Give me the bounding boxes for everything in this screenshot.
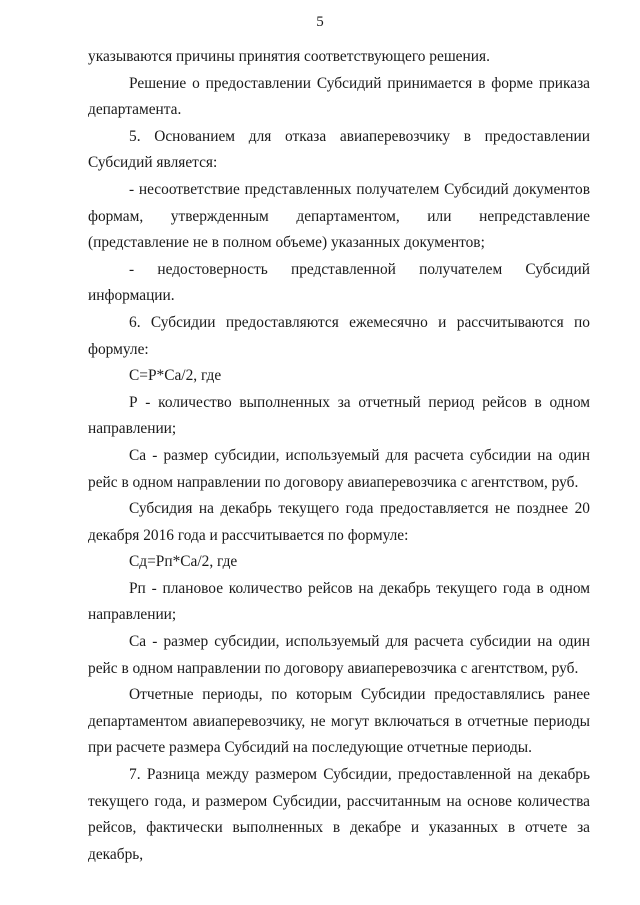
paragraph-grounds-item-mismatch: - несоответствие представленных получателем Субсидий документов формам, утвержденным департаментом, или непредставление (представление не в полном объеме) указанных документов;	[88, 180, 590, 252]
paragraph-december-subsidy: Субсидия на декабрь текущего года предоставляется не позднее 20 декабря 2016 года и рассчитывается по формуле:	[88, 500, 590, 544]
formula-definition-rp: Рп - плановое количество рейсов на декабрь текущего года в одном направлении;	[88, 579, 590, 624]
paragraph-difference: 7. Разница между размером Субсидии, предоставленной на декабрь текущего года, и размером Субсидии, рассчитанным на основе количества рейсов, фактически выполненных в декабре и указанных в отчете за декабрь,	[88, 766, 590, 863]
paragraph-grounds-item-unreliable: - недостоверность представленной получателем Субсидий информации.	[88, 260, 590, 305]
paragraph-subsidy-monthly: 6. Субсидии предоставляются ежемесячно и рассчитываются по формуле:	[88, 313, 590, 358]
paragraph-reasons-continuation: указываются причины принятия соответствующего решения.	[88, 48, 490, 65]
formula-definition-ca-december: Са - размер субсидии, используемый для расчета субсидии на один рейс в одном направлении по договору авиаперевозчика с агентством, руб.	[88, 633, 590, 677]
formula-december: Сд=Рп*Са/2, где	[129, 553, 238, 571]
document-body	[88, 44, 590, 868]
page-number: 5	[316, 14, 324, 30]
formula-definition-p: Р - количество выполненных за отчетный период рейсов в одном направлении;	[88, 393, 590, 438]
formula-monthly: С=Р*Са/2, где	[129, 367, 222, 385]
paragraph-decision-form: Решение о предоставлении Субсидий принимается в форме приказа департамента.	[88, 74, 590, 119]
paragraph-reporting-periods: Отчетные периоды, по которым Субсидии предоставлялись ранее департаментом авиаперевозчику, не могут включаться в отчетные периоды при расчете размера Субсидий на последующие отчетные периоды.	[88, 686, 590, 757]
paragraph-refusal-grounds: 5. Основанием для отказа авиаперевозчику в предоставлении Субсидий является:	[88, 127, 590, 172]
formula-definition-ca: Са - размер субсидии, используемый для расчета субсидии на один рейс в одном направлении по договору авиаперевозчика с агентством, руб.	[88, 446, 590, 491]
